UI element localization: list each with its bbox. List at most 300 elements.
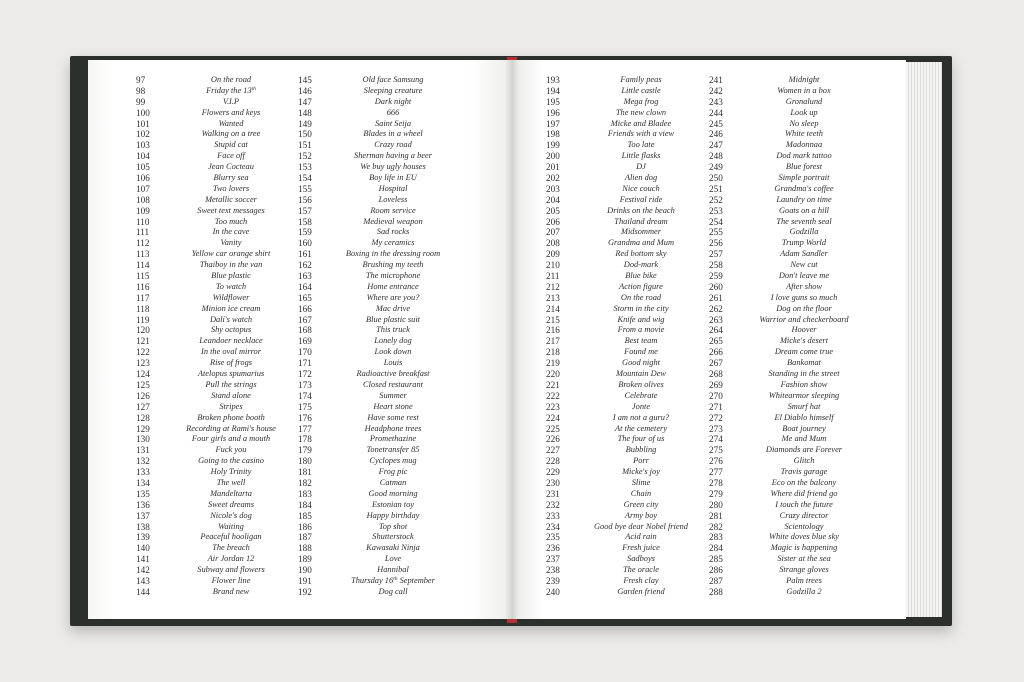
entry-number: 185 <box>298 510 312 521</box>
entry-title <box>332 424 454 435</box>
entry-title <box>170 391 292 402</box>
entry-number: 241 <box>709 75 723 85</box>
entry-number: 216 <box>546 325 560 336</box>
entry-title-text: Godzilla <box>789 227 819 237</box>
entry-title-text: Slime <box>631 477 651 487</box>
entry-number: 225 <box>546 423 560 434</box>
entry-title-text: Army boy <box>624 510 658 520</box>
entry-number: 277 <box>709 467 723 478</box>
entry-number: 164 <box>298 281 312 292</box>
entry-number: 250 <box>709 173 723 184</box>
entry-title-text: Madonnaa <box>785 140 823 150</box>
entry-title <box>170 315 292 326</box>
entry-title <box>332 206 454 217</box>
entry-title-text: Thursday 16 <box>351 575 394 585</box>
entry-number: 257 <box>709 249 723 260</box>
entry-number: 124 <box>136 369 150 380</box>
entry-title <box>580 554 702 565</box>
entry-title-text: Dog on the floor <box>776 303 832 313</box>
entry-number: 131 <box>136 445 150 456</box>
entry-title-text: Jonte <box>631 401 651 411</box>
entry-number: 201 <box>546 162 560 173</box>
entry-number: 236 <box>546 543 560 554</box>
entry-title-text: Chain <box>630 488 652 498</box>
entry-number: 108 <box>136 194 150 205</box>
entry-title <box>170 119 292 130</box>
entry-title-text: Storm in the city <box>613 303 669 313</box>
entry-number: 97 <box>136 75 146 85</box>
entry-number: 285 <box>709 554 723 565</box>
entry-number: 251 <box>709 183 723 194</box>
entry-title <box>743 129 865 140</box>
entry-title <box>170 86 292 97</box>
entry-title-text: Heart stone <box>373 401 413 411</box>
entry-number: 181 <box>298 467 312 478</box>
entry-title-text: Good morning <box>368 488 418 498</box>
entry-title <box>580 413 702 424</box>
entry-title-text: The breach <box>212 543 250 553</box>
entry-title <box>332 402 454 413</box>
entry-title <box>170 271 292 282</box>
entry-number: 248 <box>709 151 723 162</box>
entry-number: 182 <box>298 477 312 488</box>
entry-title <box>580 467 702 478</box>
entry-title-text: Festival ride <box>619 194 663 204</box>
entry-number: 151 <box>298 140 312 151</box>
entry-number: 141 <box>136 554 150 565</box>
entry-title-text: Walking on a tree <box>201 129 261 139</box>
entry-number: 103 <box>136 140 150 151</box>
entry-title <box>332 227 454 238</box>
entry-title-text: Broken olives <box>618 379 664 389</box>
entry-title-text: Goats on a hill <box>778 205 830 215</box>
entry-title <box>743 162 865 173</box>
entry-number: 263 <box>709 314 723 325</box>
entry-number: 259 <box>709 271 723 282</box>
entry-number: 188 <box>298 543 312 554</box>
entry-title <box>332 184 454 195</box>
entry-number: 252 <box>709 194 723 205</box>
entry-number: 274 <box>709 434 723 445</box>
entry-number: 161 <box>298 249 312 260</box>
entry-title <box>170 587 292 598</box>
entry-title-text: Action figure <box>619 281 663 291</box>
entry-title-text: Scientology <box>784 521 824 531</box>
entry-title-text: Little flasks <box>621 151 661 161</box>
entry-title-text: Thaiboy in the van <box>199 260 263 270</box>
entry-title-text: Dog call <box>378 586 408 596</box>
entry-title <box>170 162 292 173</box>
entry-title <box>170 489 292 500</box>
entry-title <box>170 576 292 587</box>
entry-title <box>170 532 292 543</box>
entry-title <box>170 304 292 315</box>
entry-title <box>743 184 865 195</box>
entry-number: 211 <box>546 271 560 282</box>
entry-title-text: Frog pic <box>378 467 408 477</box>
entry-title-text: Sweet dreams <box>208 499 254 509</box>
entry-number: 219 <box>546 358 560 369</box>
entry-number: 158 <box>298 216 312 227</box>
entry-title-continuation: September <box>397 575 435 585</box>
entry-title <box>580 206 702 217</box>
entry-title-text: Stupid cat <box>214 140 248 150</box>
entry-title-text: Shy octopus <box>210 325 252 335</box>
entry-number: 269 <box>709 379 723 390</box>
entry-number: 167 <box>298 314 312 325</box>
entry-number: 114 <box>136 260 150 271</box>
entry-title <box>743 413 865 424</box>
entry-number: 246 <box>709 129 723 140</box>
entry-title <box>580 129 702 140</box>
entry-number: 207 <box>546 227 560 238</box>
entry-number: 117 <box>136 292 150 303</box>
entry-title <box>580 304 702 315</box>
entry-number: 187 <box>298 532 312 543</box>
entry-title-text: Grandma and Mum <box>607 238 675 248</box>
entry-title <box>332 97 454 108</box>
entry-title-text: Saint Seija <box>374 118 412 128</box>
entry-title <box>170 424 292 435</box>
entry-title <box>580 173 702 184</box>
entry-title-text: Fresh juice <box>622 543 660 553</box>
entry-title-text: Mac drive <box>375 303 411 313</box>
entry-title <box>743 260 865 271</box>
entry-title-text: Nice couch <box>622 183 660 193</box>
entry-title <box>743 238 865 249</box>
entry-number: 237 <box>546 554 560 565</box>
entry-title-text: Little castle <box>621 85 661 95</box>
entry-title-text: After show <box>785 281 823 291</box>
entry-title <box>332 543 454 554</box>
entry-number: 244 <box>709 107 723 118</box>
entry-number: 239 <box>546 575 560 586</box>
entry-title <box>743 565 865 576</box>
entry-title-text: Celebrate <box>624 390 658 400</box>
entry-title-text: My ceramics <box>371 238 415 248</box>
entry-number: 184 <box>298 499 312 510</box>
entry-title <box>743 75 865 86</box>
entry-number: 233 <box>546 510 560 521</box>
entry-title <box>332 456 454 467</box>
entry-number: 276 <box>709 456 723 467</box>
entry-title-text: Me and Mum <box>781 434 827 444</box>
entry-number: 186 <box>298 521 312 532</box>
entry-title-text: Flowers and keys <box>201 107 261 117</box>
entry-number: 165 <box>298 292 312 303</box>
entry-title <box>743 217 865 228</box>
entry-title-text: Happy birthday <box>366 510 420 520</box>
entry-title <box>580 293 702 304</box>
entry-title-text: Wanted <box>218 118 244 128</box>
entry-number: 195 <box>546 96 560 107</box>
entry-title-text: Old face Samsung <box>362 75 424 84</box>
entry-number: 176 <box>298 412 312 423</box>
entry-title-text: Blades in a wheel <box>363 129 423 139</box>
entry-title <box>580 532 702 543</box>
entry-number: 253 <box>709 205 723 216</box>
entry-title-text: Palm trees <box>786 575 822 585</box>
entry-number: 243 <box>709 96 723 107</box>
entry-title-text: El Diablo himself <box>774 412 834 422</box>
entry-number: 215 <box>546 314 560 325</box>
entry-title <box>170 467 292 478</box>
entry-number: 135 <box>136 488 150 499</box>
entry-title <box>580 445 702 456</box>
entry-title <box>332 315 454 326</box>
entry-number: 118 <box>136 303 150 314</box>
entry-title-text: Dark night <box>374 96 412 106</box>
entry-number: 172 <box>298 369 312 380</box>
entry-number: 264 <box>709 325 723 336</box>
entry-title-text: Blue bike <box>625 271 657 281</box>
entry-title-text: Micke and Bladee <box>610 118 672 128</box>
entry-number: 228 <box>546 456 560 467</box>
entry-number: 174 <box>298 390 312 401</box>
entry-title <box>580 391 702 402</box>
entry-number: 106 <box>136 173 150 184</box>
entry-number: 162 <box>298 260 312 271</box>
entry-title <box>332 293 454 304</box>
entry-title-text: Radioactive breakfast <box>356 369 430 379</box>
entry-title <box>170 358 292 369</box>
entry-title <box>743 336 865 347</box>
entry-title <box>743 325 865 336</box>
entry-number: 99 <box>136 96 146 107</box>
entry-title-text: In the oval mirror <box>201 347 261 357</box>
entry-number: 254 <box>709 216 723 227</box>
entry-title-text: Mountain Dew <box>615 369 666 379</box>
entry-title-text: Lonely dog <box>374 336 412 346</box>
entry-title <box>743 380 865 391</box>
entry-title <box>580 336 702 347</box>
entry-title-text: DJ <box>636 162 646 172</box>
entry-number: 273 <box>709 423 723 434</box>
entry-title-text: At the cemetery <box>614 423 668 433</box>
entry-title-text: Laundry on time <box>776 194 832 204</box>
entry-title-text: Estonian toy <box>371 499 415 509</box>
entry-title-text: Fashion show <box>780 379 828 389</box>
entry-number: 229 <box>546 467 560 478</box>
entry-number: 128 <box>136 412 150 423</box>
entry-number: 256 <box>709 238 723 249</box>
entry-number: 198 <box>546 129 560 140</box>
entry-number: 102 <box>136 129 150 140</box>
entry-title <box>743 195 865 206</box>
entry-title-text: Fuck you <box>215 445 247 455</box>
entry-title-text: Catman <box>379 477 407 487</box>
entry-title <box>743 227 865 238</box>
entry-title <box>580 511 702 522</box>
entry-number: 200 <box>546 151 560 162</box>
entry-title <box>332 445 454 456</box>
entry-title-text: Alien dog <box>624 173 658 183</box>
entry-title <box>170 402 292 413</box>
entry-title <box>332 151 454 162</box>
entry-title <box>580 184 702 195</box>
entry-title-text: Sweet text messages <box>197 205 265 215</box>
entry-title-text: Blue plastic <box>211 271 251 281</box>
entry-title <box>580 86 702 97</box>
entry-title-text: Best team <box>624 336 658 346</box>
entry-title <box>332 500 454 511</box>
entry-title-text: V.I.P <box>222 96 240 106</box>
entry-title <box>332 217 454 228</box>
entry-title-text: Family peas <box>620 75 662 84</box>
entry-title-text: Stripes <box>219 401 243 411</box>
entry-title-text: Don't leave me <box>778 271 830 281</box>
entry-number: 210 <box>546 260 560 271</box>
entry-title-text: Going to the casino <box>198 456 264 466</box>
entry-title-text: Look down <box>374 347 412 357</box>
entry-title-text: Metallic soccer <box>205 194 257 204</box>
entry-number: 132 <box>136 456 150 467</box>
entry-title <box>580 565 702 576</box>
entry-number: 110 <box>136 216 150 227</box>
entry-title <box>743 424 865 435</box>
entry-number: 113 <box>136 249 150 260</box>
entry-title-text: Yellow car orange shirt <box>191 249 271 259</box>
entry-title-text: Brand new <box>212 586 250 596</box>
entry-title <box>170 445 292 456</box>
entry-number: 111 <box>136 227 150 238</box>
entry-title <box>332 434 454 445</box>
entry-title-text: Eco on the balcony <box>771 477 837 487</box>
entry-title <box>170 195 292 206</box>
entry-title <box>580 325 702 336</box>
entry-number: 145 <box>298 75 312 85</box>
entry-number: 100 <box>136 107 150 118</box>
entry-number: 208 <box>546 238 560 249</box>
entry-title-text: The oracle <box>622 565 660 575</box>
entry-title <box>170 522 292 533</box>
entry-number: 231 <box>546 488 560 499</box>
entry-title-text: Cyclopes mug <box>369 456 417 466</box>
entry-title-text: Blurry sea <box>213 173 249 183</box>
entry-title <box>332 478 454 489</box>
entry-title <box>743 369 865 380</box>
entry-title <box>170 456 292 467</box>
entry-number: 286 <box>709 565 723 576</box>
entry-title-text: Jean Cocteau <box>208 162 254 172</box>
entry-title-text: Women in a box <box>777 85 831 95</box>
entry-number: 189 <box>298 554 312 565</box>
entry-title-text: Holy Trinity <box>210 467 252 477</box>
entry-title-text: Four girls and a mouth <box>191 434 271 444</box>
entry-title <box>743 271 865 282</box>
entry-number: 209 <box>546 249 560 260</box>
entry-title <box>580 424 702 435</box>
entry-title-text: Where did friend go <box>770 488 838 498</box>
entry-title <box>332 173 454 184</box>
entry-title-text: Headphone trees <box>364 423 422 433</box>
entry-title-text: Thailand dream <box>614 216 668 226</box>
entry-title-text: Love <box>384 554 402 564</box>
entry-title-text: Kawasaki Ninja <box>366 543 420 553</box>
entry-title <box>580 162 702 173</box>
entry-title-text: Waiting <box>218 521 244 531</box>
entry-title <box>743 532 865 543</box>
entry-number: 206 <box>546 216 560 227</box>
entry-title-text: Recording at Rami's house <box>186 423 276 433</box>
entry-title <box>332 336 454 347</box>
entry-title <box>743 576 865 587</box>
entry-number: 122 <box>136 347 150 358</box>
entry-title-text: Shutterstock <box>372 532 414 542</box>
entry-title-text: Good night <box>622 358 660 368</box>
entry-title-text: Louis <box>383 358 403 368</box>
entry-number: 127 <box>136 401 150 412</box>
entry-title-text: The new clown <box>615 107 667 117</box>
entry-number: 238 <box>546 565 560 576</box>
entry-number: 153 <box>298 162 312 173</box>
entry-title-text: The seventh seal <box>776 216 832 226</box>
entry-title-text: Dod mark tattoo <box>776 151 832 161</box>
entry-number: 136 <box>136 499 150 510</box>
entry-title-text: Bubbling <box>625 445 657 455</box>
entry-title <box>580 119 702 130</box>
entry-title-text: Sherman having a beer <box>354 151 432 161</box>
entry-number: 235 <box>546 532 560 543</box>
entry-title-text: I am not a guru? <box>612 412 670 422</box>
entry-title <box>332 532 454 543</box>
entry-title-text: New cut <box>790 260 818 270</box>
bookmark-ribbon-bottom <box>507 619 517 623</box>
entry-title-text: Rise of frogs <box>209 358 253 368</box>
entry-title <box>743 249 865 260</box>
entry-title <box>580 478 702 489</box>
entry-title-text: Micke's desert <box>779 336 829 346</box>
entry-number: 146 <box>298 85 312 96</box>
entry-number: 267 <box>709 358 723 369</box>
entry-title-text: Promethazine <box>369 434 417 444</box>
entry-title <box>332 195 454 206</box>
entry-number: 116 <box>136 281 150 292</box>
entry-title-text: Found me <box>624 347 658 357</box>
entry-title <box>743 293 865 304</box>
entry-number: 199 <box>546 140 560 151</box>
entry-number: 139 <box>136 532 150 543</box>
entry-number: 126 <box>136 390 150 401</box>
entry-title <box>332 511 454 522</box>
entry-title <box>580 543 702 554</box>
entry-title <box>580 238 702 249</box>
entry-title <box>580 380 702 391</box>
entry-number: 101 <box>136 118 150 129</box>
entry-number: 203 <box>546 183 560 194</box>
entry-title <box>743 402 865 413</box>
entry-title-text: Godzilla 2 <box>786 586 822 596</box>
entry-title-text: Magic is happening <box>770 543 838 553</box>
entry-title <box>332 413 454 424</box>
entry-title-text: Travis garage <box>780 467 828 477</box>
entry-title <box>580 358 702 369</box>
entry-title-text: Crazy road <box>374 140 412 150</box>
entry-title-text: Friends with a view <box>607 129 675 139</box>
entry-number: 265 <box>709 336 723 347</box>
entry-title-text: Blue plastic suit <box>366 314 420 324</box>
entry-title-text: The four of us <box>617 434 665 444</box>
entry-title <box>170 173 292 184</box>
entry-title-text: Boxing in the dressing room <box>345 249 441 259</box>
entry-title-text: Red bottom sky <box>615 249 667 259</box>
entry-title-text: Knife and wig <box>617 314 665 324</box>
entry-number: 266 <box>709 347 723 358</box>
entry-number: 180 <box>298 456 312 467</box>
entry-title <box>743 543 865 554</box>
entry-title <box>170 347 292 358</box>
entry-title <box>170 238 292 249</box>
